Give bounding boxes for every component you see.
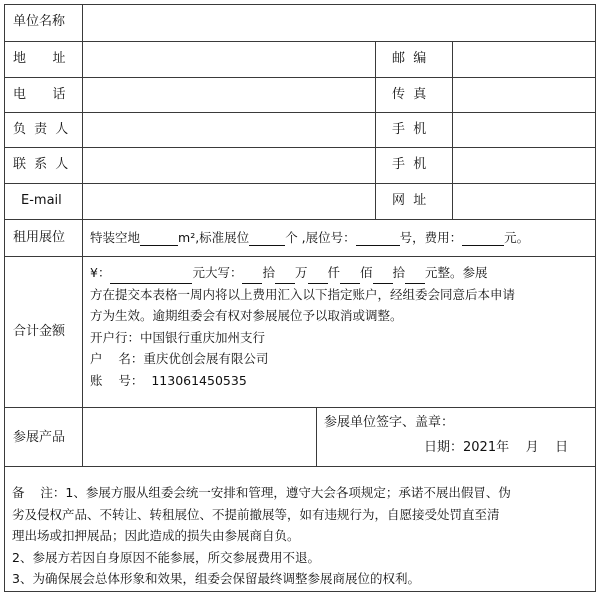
account-name-line: 户 名：重庆优创会展有限公司 (90, 351, 269, 366)
digit-blank[interactable] (308, 269, 328, 284)
space-area-blank[interactable] (140, 231, 178, 246)
digit-wan: 万 (294, 265, 308, 280)
digit-bai: 佰 (360, 265, 373, 280)
postcode-field[interactable] (454, 43, 594, 76)
grid-line (4, 4, 5, 592)
standard-booth-count-blank[interactable] (249, 231, 285, 246)
booth-text-4: 号，费用： (399, 230, 463, 245)
org-name-field[interactable] (84, 6, 594, 40)
account-number-line: 账 号： 113061450535 (90, 372, 247, 388)
label-person-in-charge: 负 责 人 (13, 122, 71, 137)
fax-field[interactable] (454, 79, 594, 111)
booth-rent-line (90, 230, 529, 246)
grid-line (4, 219, 596, 220)
booth-unit: m² (178, 230, 196, 245)
grid-line (316, 407, 317, 467)
mobile-1-field[interactable] (454, 114, 594, 146)
grid-line (4, 112, 596, 113)
yen-label: ¥： (90, 265, 111, 280)
digit-blank[interactable] (340, 269, 360, 284)
booth-fee-blank[interactable] (462, 231, 504, 246)
notes-line-5: 3、为确保展会总体形象和效果，组委会保留最终调整参展商展位的权利。 (12, 571, 420, 586)
upper-label: 元大写： (192, 265, 243, 280)
email-field[interactable] (84, 185, 374, 218)
notes-line-3: 理出场或扣押展品；因此造成的损失由参展商自负。 (12, 528, 300, 543)
signature-date[interactable]: 日期：2021年 月 日 (424, 440, 569, 455)
amount-figure-blank[interactable] (110, 269, 192, 284)
label-products: 参展产品 (13, 430, 66, 445)
label-org-name: 单位名称 (13, 14, 66, 29)
booth-text-5: 元。 (504, 230, 530, 245)
label-mobile-2: 手 机 (392, 157, 427, 172)
digit-blank[interactable] (275, 269, 295, 284)
amount-line-1 (90, 262, 590, 284)
person-in-charge-field[interactable] (84, 114, 374, 146)
notes-line-4: 2、参展方若因自身原因不能参展，所交参展费用不退。 (12, 549, 320, 565)
grid-line (82, 4, 83, 467)
amount-block (90, 262, 590, 391)
products-field[interactable] (84, 409, 315, 465)
digit-blank[interactable] (405, 269, 425, 284)
grid-line (4, 4, 596, 5)
booth-text-3: 个 ,展位号： (285, 230, 356, 245)
digit-blank[interactable] (373, 269, 393, 284)
label-total: 合计金额 (13, 324, 66, 339)
grid-line (4, 77, 596, 78)
grid-line (4, 256, 596, 257)
booth-number-blank[interactable] (356, 231, 400, 246)
digit-blank[interactable] (242, 269, 262, 284)
signature-label: 参展单位签字、盖章： (324, 415, 455, 430)
label-postcode: 邮 编 (392, 51, 427, 66)
booth-text-1: 特装空地 (90, 230, 141, 245)
grid-line (375, 41, 376, 220)
label-booth-rent: 租用展位 (13, 230, 66, 245)
label-fax: 传 真 (392, 87, 427, 102)
grid-line (4, 466, 596, 467)
digit-shi-2: 拾 (392, 265, 406, 280)
digit-yuan: 元整。参展 (425, 265, 488, 280)
digit-qian: 仟 (327, 265, 341, 280)
grid-line (595, 4, 596, 592)
amount-line-3: 方为生效。逾期组委会有权对参展展位予以取消或调整。 (90, 308, 403, 323)
phone-field[interactable] (84, 79, 374, 111)
label-email: E-mail (21, 193, 62, 208)
label-address: 地 址 (13, 51, 68, 66)
digit-shi-1: 拾 (262, 265, 275, 280)
notes-block (12, 482, 592, 590)
label-contact: 联 系 人 (13, 157, 71, 172)
notes-line-1: 备 注：1、参展方服从组委会统一安排和管理，遵守大会各项规定；承诺不展出假冒、伪 (12, 485, 511, 500)
notes-line-2: 劣及侵权产品、不转让、转租展位、不提前撤展等，如有违规行为，自愿接受处罚直至清 (12, 506, 500, 522)
grid-line (4, 147, 596, 148)
grid-line (4, 407, 596, 408)
grid-line (452, 41, 453, 220)
grid-line (4, 183, 596, 184)
label-mobile-1: 手 机 (392, 122, 427, 137)
address-field[interactable] (84, 43, 374, 76)
grid-line (4, 41, 596, 42)
amount-line-2: 方在提交本表格一周内将以上费用汇入以下指定账户，经组委会同意后本申请 (90, 286, 516, 302)
label-phone: 电 话 (13, 87, 68, 102)
grid-line (4, 591, 596, 592)
contact-field[interactable] (84, 149, 374, 182)
website-field[interactable] (454, 185, 594, 218)
mobile-2-field[interactable] (454, 149, 594, 182)
label-website: 网 址 (392, 193, 427, 208)
booth-text-2: ,标准展位 (195, 230, 250, 245)
bank-line: 开户行：中国银行重庆加州支行 (90, 329, 266, 345)
